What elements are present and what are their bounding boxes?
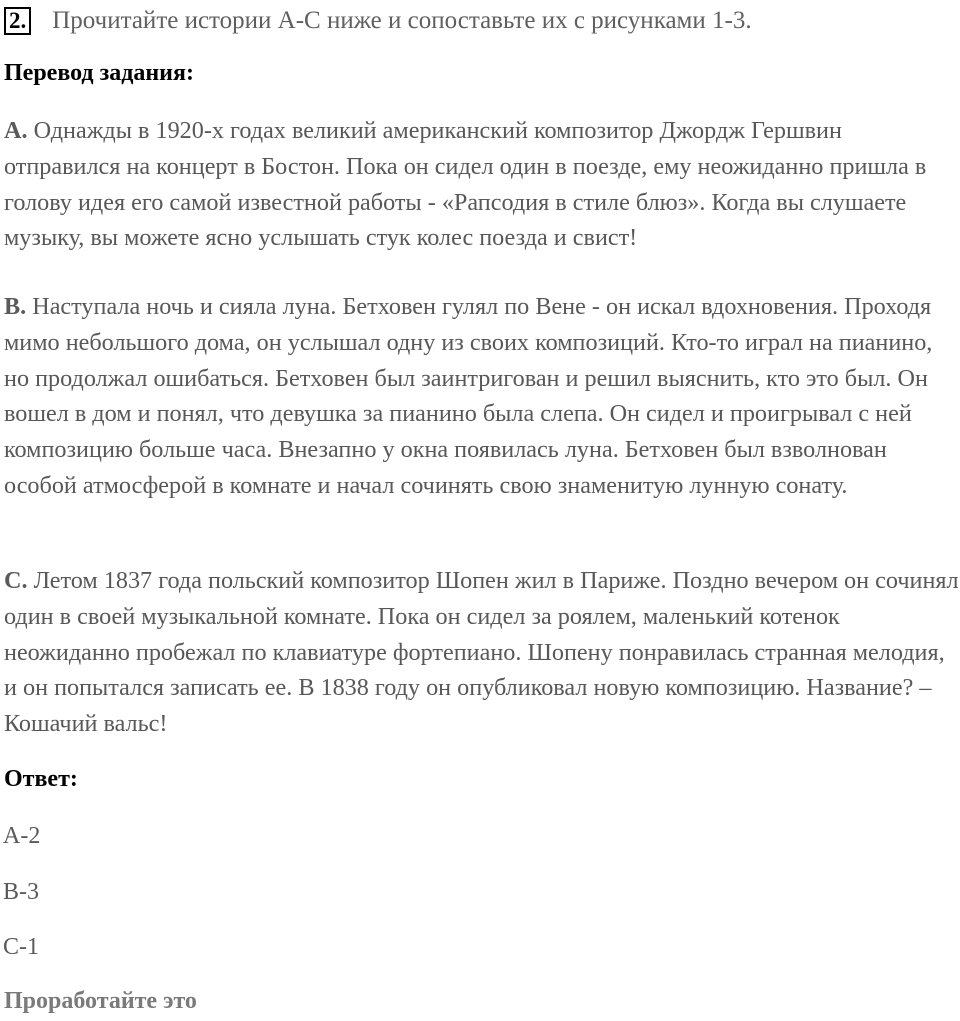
story-a-text: Однажды в 1920-х годах великий американский композитор Джордж Гершвин отправился на концерт в Бостон. Пока он сидел один в поезде, ему неожиданно пришла в голову идея его самой известной работы - «Рапсодия в стиле блюз». Когда вы слушаете музыку, вы можете ясно услышать стук колес поезда и свист! <box>4 117 927 252</box>
answer-item: A-2 <box>3 823 41 849</box>
story-c-letter: C. <box>4 567 28 594</box>
translation-heading: Перевод задания: <box>4 60 194 86</box>
story-a <box>4 113 960 256</box>
story-a-letter: A. <box>4 117 28 144</box>
story-c-text: Летом 1837 года польский композитор Шопен жил в Париже. Поздно вечером он сочинял один в своей музыкальной комнате. Пока он сидел за роялем, маленький котенок неожиданно пробежал по клавиатуре фортепиано. Шопену понравилась странная мелодия, и он попытался записать ее. В 1838 году он опубликовал новую композицию. Название? – Кошачий вальс! <box>4 567 959 738</box>
answer-heading: Ответ: <box>4 766 78 792</box>
answer-item: B-3 <box>3 879 39 905</box>
story-b-text: Наступала ночь и сияла луна. Бетховен гулял по Вене - он искал вдохновения. Проходя мимо небольшого дома, он услышал одну из своих композиций. Кто-то играл на пианино, но продолжал ошибаться. Бетховен был заинтригован и решил выяснить, кто это был. Он вошел в дом и понял, что девушка за пианино была слепа. Он сидел и проигрывал с ней композицию больше часа. Внезапно у окна появилась луна. Бетховен был взволнован особой атмосферой в комнате и начал сочинять свою знаменитую лунную сонату. <box>4 293 933 499</box>
answer-item: C-1 <box>3 934 39 960</box>
story-b <box>4 289 960 504</box>
work-it-out-link[interactable]: Проработайте это <box>4 988 197 1014</box>
story-c <box>4 563 960 742</box>
story-b-letter: B. <box>4 293 27 320</box>
task-header <box>4 4 752 38</box>
task-instruction: Прочитайте истории А-С ниже и сопоставьте их с рисунками 1-3. <box>52 7 752 34</box>
task-number-badge: 2. <box>4 7 31 35</box>
